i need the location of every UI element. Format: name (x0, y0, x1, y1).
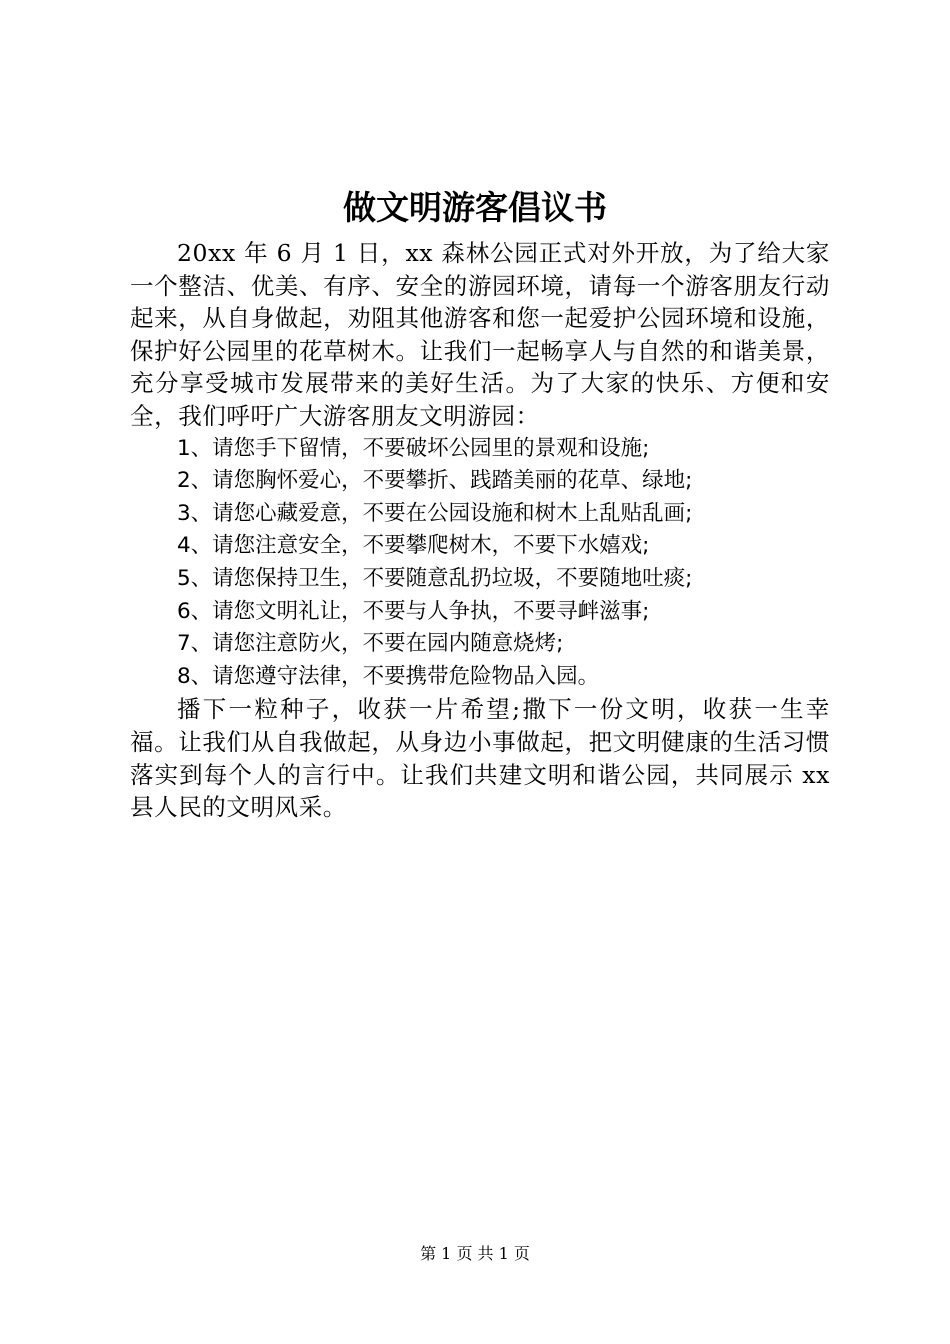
proposal-item-1: 1、请您手下留情，不要破坏公园里的景观和设施; (177, 435, 650, 461)
proposal-item-6: 6、请您文明礼让，不要与人争执，不要寻衅滋事; (177, 598, 650, 624)
proposal-item-3: 3、请您心藏爱意，不要在公园设施和树木上乱贴乱画; (177, 500, 693, 526)
document-title: 做文明游客倡议书 (343, 188, 607, 227)
document-body (130, 237, 830, 824)
proposal-item-4: 4、请您注意安全，不要攀爬树木，不要下水嬉戏; (177, 533, 650, 559)
proposal-item-5: 5、请您保持卫生，不要随意乱扔垃圾，不要随地吐痰; (177, 565, 693, 591)
intro-paragraph: 20xx 年 6 月 1 日，xx 森林公园正式对外开放，为了给大家一个整洁、优美、有序、安全的游园环境，请每一个游客朋友行动起来，从自身做起，劝阻其他游客和您一起爱护公园环境和设施，保护好公园里的花草树木。让我们一起畅享人与自然的和谐美景，充分享受城市发展带来的美好生活。为了大家的快乐、方便和安全，我们呼吁广大游客朋友文明游园： (130, 239, 830, 430)
proposal-list (130, 433, 830, 694)
closing-paragraph: 播下一粒种子，收获一片希望;撒下一份文明，收获一生幸福。让我们从自我做起，从身边小事做起，把文明健康的生活习惯落实到每个人的言行中。让我们共建文明和谐公园，共同展示 xx 县人民的文明风采。 (130, 695, 830, 822)
proposal-item-7: 7、请您注意防火，不要在园内随意烧烤; (177, 631, 564, 657)
proposal-item-8: 8、请您遵守法律，不要携带危险物品入园。 (177, 663, 600, 689)
page-footer: 第 1 页 共 1 页 (420, 1244, 530, 1263)
proposal-item-2: 2、请您胸怀爱心，不要攀折、践踏美丽的花草、绿地; (177, 468, 693, 494)
